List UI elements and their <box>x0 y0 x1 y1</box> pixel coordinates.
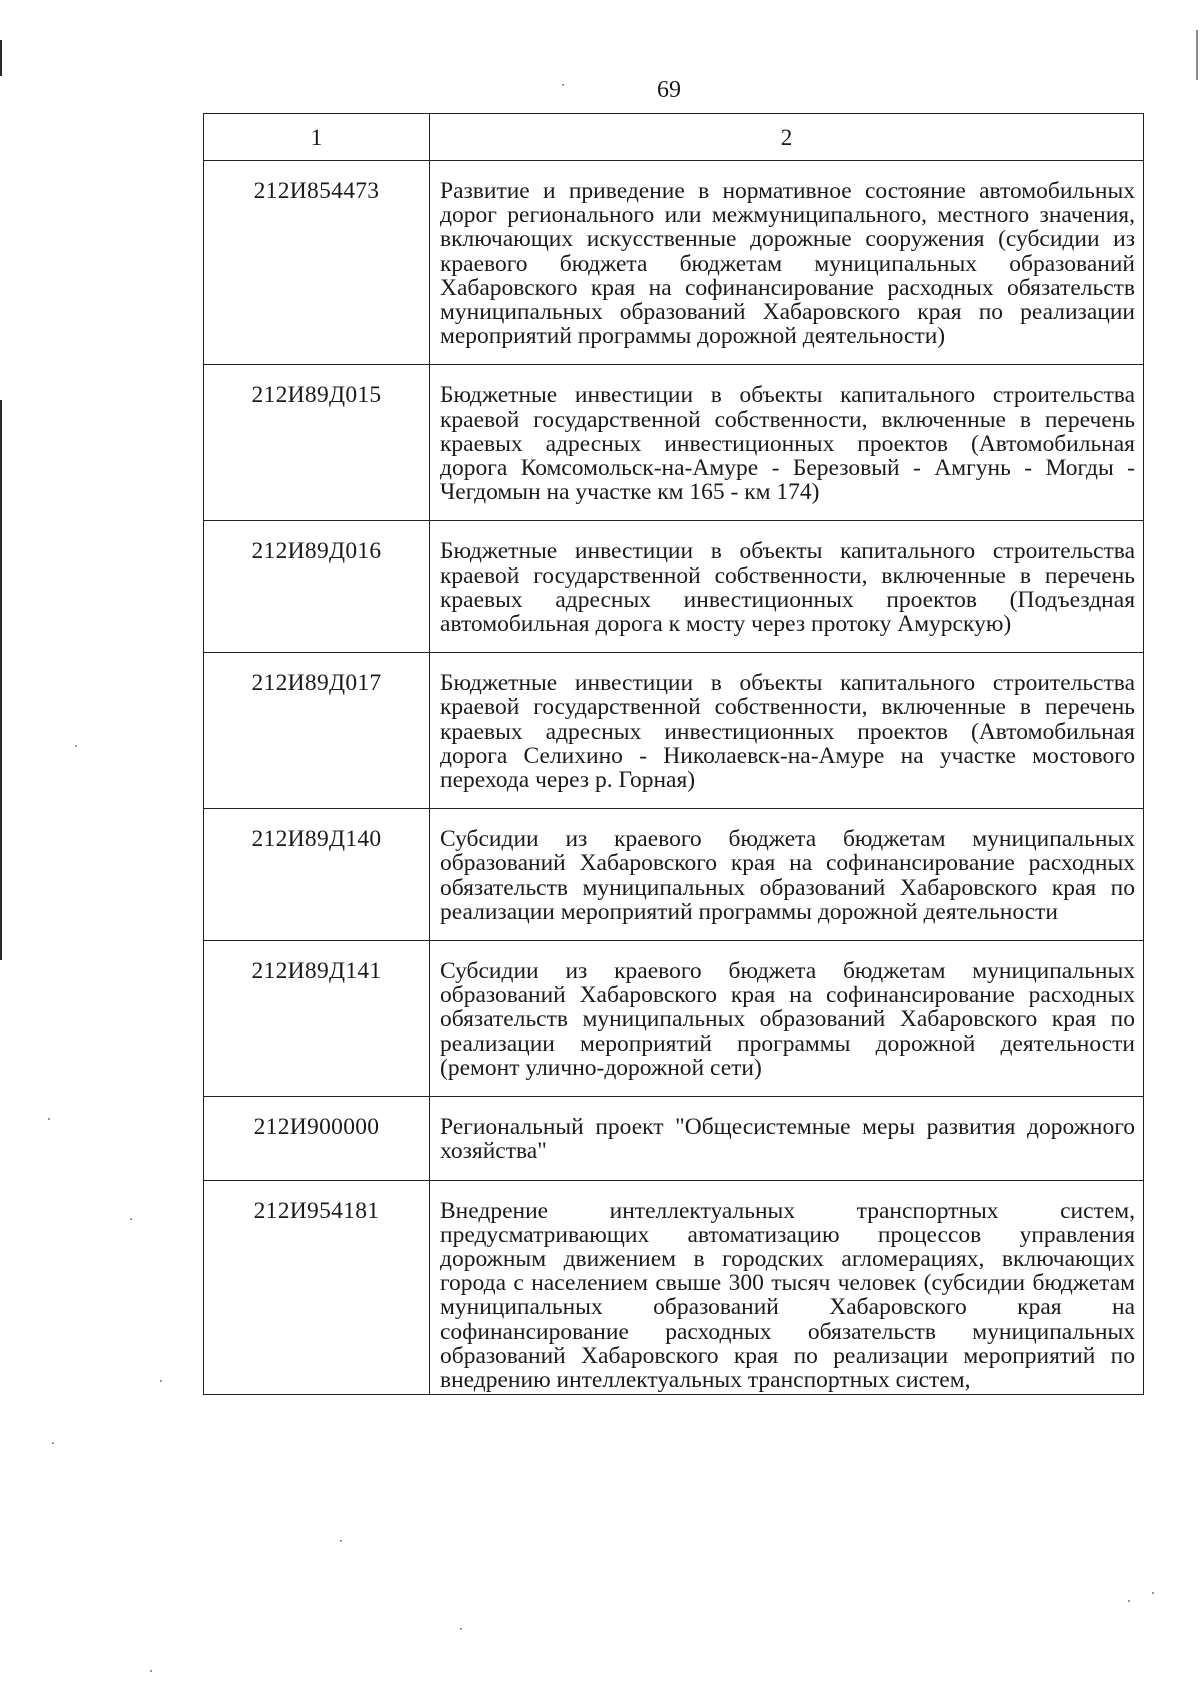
table-row <box>204 653 1144 809</box>
budget-code-table <box>203 113 1144 1395</box>
budget-code-cell: 212И89Д017 <box>204 653 430 809</box>
table-row <box>204 1180 1144 1395</box>
description-cell: Внедрение интеллектуальных транспортных систем, предусматривающих автоматизацию процессов управления дорожным движением в городских агломерациях, включающих города с населением свыше 300 тысяч человек (субсидии бюджетам муниципальных образований Хабаровского края на софинансирование расходных обязательств муниципальных образований Хабаровского края по реализации мероприятий по внедрению интеллектуальных транспортных систем, <box>430 1180 1144 1395</box>
description-cell: Бюджетные инвестиции в объекты капитального строительства краевой государственной собственности, включенные в перечень краевых адресных инвестиционных проектов (Подъездная автомобильная дорога к мосту через протоку Амурскую) <box>430 521 1144 653</box>
scan-speck <box>460 1628 462 1630</box>
table-row <box>204 1097 1144 1180</box>
budget-code-cell: 212И89Д141 <box>204 941 430 1097</box>
table-row <box>204 941 1144 1097</box>
scan-edge-mark-left <box>0 400 2 960</box>
table-row <box>204 521 1144 653</box>
budget-code-cell: 212И954181 <box>204 1180 430 1395</box>
scan-speck <box>160 1380 162 1382</box>
description-cell: Развитие и приведение в нормативное состояние автомобильных дорог регионального или межмуниципального, местного значения, включающих искусственные дорожные сооружения (субсидии из краевого бюджета бюджетам муниципальных образований Хабаровского края на софинансирование расходных обязательств муниципальных образований Хабаровского края по реализации мероприятий программы дорожной деятельности) <box>430 161 1144 365</box>
scan-speck <box>75 745 77 747</box>
budget-code-cell: 212И89Д015 <box>204 365 430 521</box>
description-cell: Региональный проект "Общесистемные меры развития дорожного хозяйства" <box>430 1097 1144 1180</box>
description-cell: Бюджетные инвестиции в объекты капитального строительства краевой государственной собственности, включенные в перечень краевых адресных инвестиционных проектов (Автомобильная дорога Селихино - Николаевск-на-Амуре на участке мостового перехода через р. Горная) <box>430 653 1144 809</box>
description-cell: Субсидии из краевого бюджета бюджетам муниципальных образований Хабаровского края на софинансирование расходных обязательств муниципальных образований Хабаровского края по реализации мероприятий программы дорожной деятельности (ремонт улично-дорожной сети) <box>430 941 1144 1097</box>
table-row <box>204 809 1144 941</box>
budget-code-cell: 212И900000 <box>204 1097 430 1180</box>
scan-speck <box>52 1442 54 1444</box>
page-number: 69 <box>657 77 681 103</box>
scan-speck <box>150 1670 152 1672</box>
scan-speck <box>1152 1592 1154 1594</box>
budget-code-cell: 212И89Д016 <box>204 521 430 653</box>
column-header-2: 2 <box>430 114 1144 161</box>
table-row <box>204 365 1144 521</box>
table-header-row <box>204 114 1144 161</box>
table-row <box>204 161 1144 365</box>
scan-speck <box>48 1118 50 1120</box>
scan-speck <box>340 1540 342 1542</box>
budget-code-cell: 212И854473 <box>204 161 430 365</box>
column-header-1: 1 <box>204 114 430 161</box>
scan-edge-mark-top <box>0 40 2 76</box>
scan-edge-mark-right <box>1196 30 1198 80</box>
scan-speck <box>1128 1600 1130 1602</box>
scan-speck <box>130 1218 132 1220</box>
budget-code-cell: 212И89Д140 <box>204 809 430 941</box>
description-cell: Субсидии из краевого бюджета бюджетам муниципальных образований Хабаровского края на софинансирование расходных обязательств муниципальных образований Хабаровского края по реализации мероприятий программы дорожной деятельности <box>430 809 1144 941</box>
description-cell: Бюджетные инвестиции в объекты капитального строительства краевой государственной собственности, включенные в перечень краевых адресных инвестиционных проектов (Автомобильная дорога Комсомольск-на-Амуре - Березовый - Амгунь - Могды - Чегдомын на участке км 165 - км 174) <box>430 365 1144 521</box>
